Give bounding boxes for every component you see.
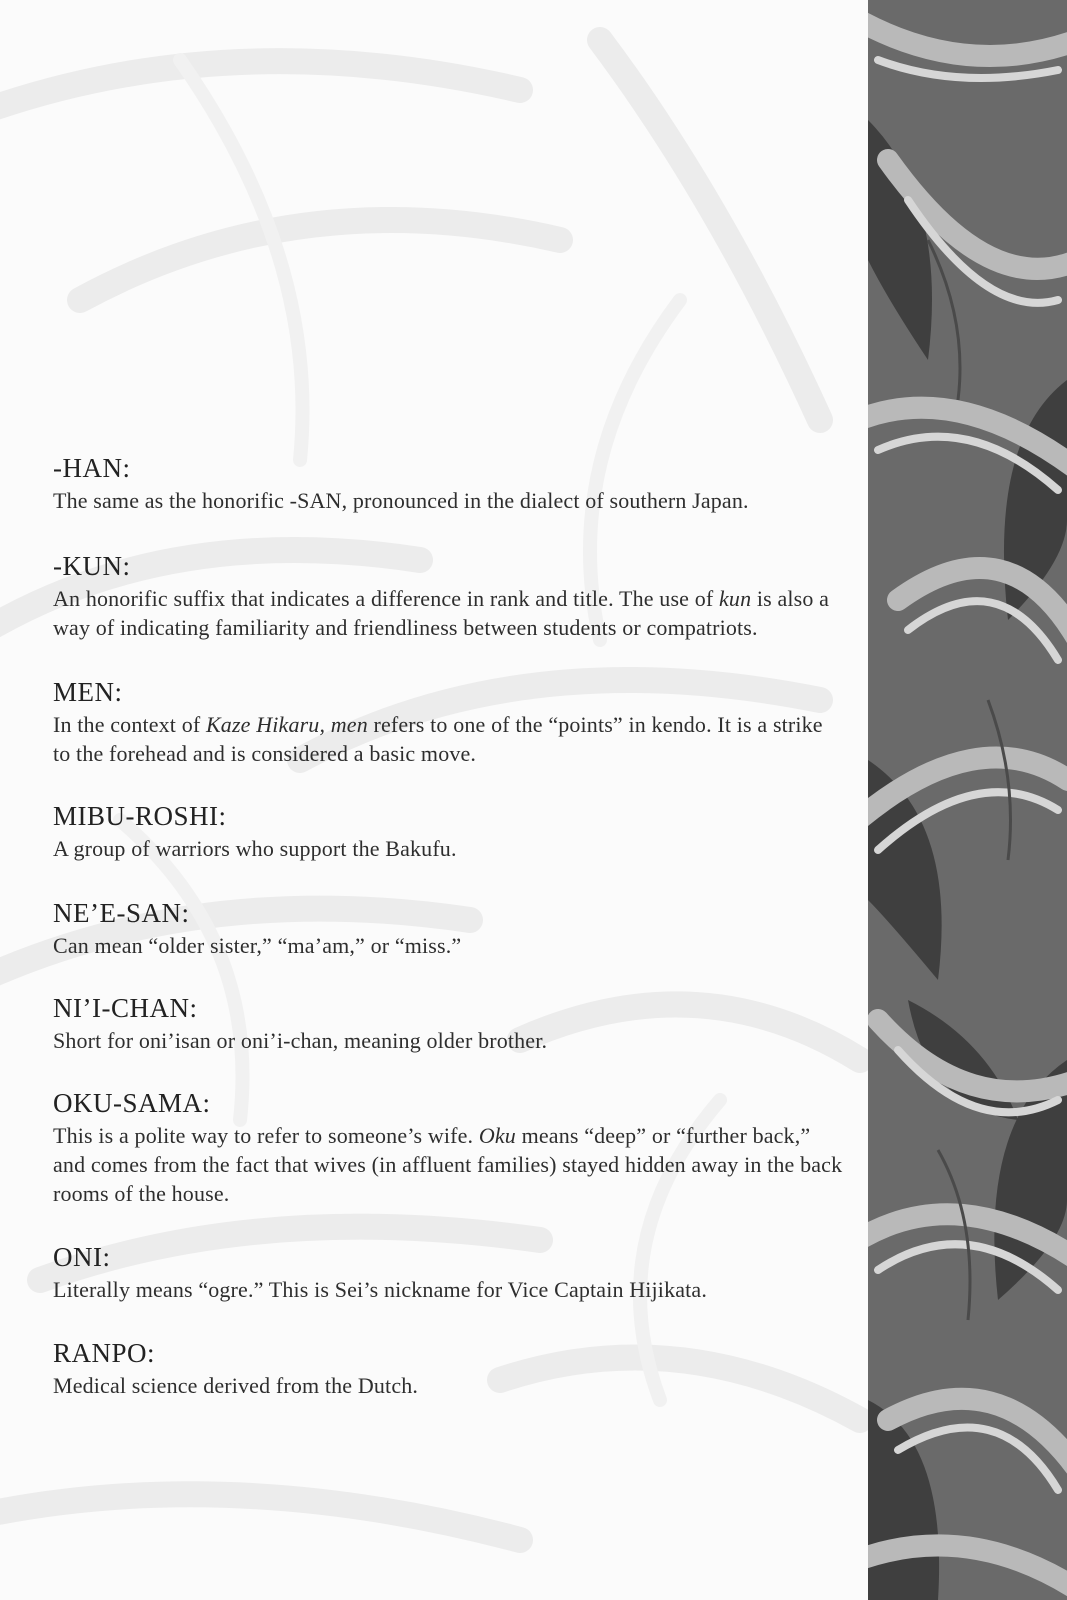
glossary-term: OKU-SAMA: — [53, 1088, 211, 1118]
leaf-pattern-strip — [868, 0, 1067, 1600]
definition-text: This is a polite way to refer to someone’s wife. — [53, 1123, 479, 1148]
glossary-term: ONI: — [53, 1242, 111, 1272]
glossary-term: NE’E-SAN: — [53, 898, 190, 928]
glossary-list — [53, 452, 843, 1400]
glossary-entry-mibu-roshi — [53, 800, 843, 863]
glossary-definition: The same as the honorific -SAN, pronounced in the dialect of southern Japan. — [53, 488, 749, 513]
definition-text: An honorific suffix that indicates a difference in rank and title. The use of — [53, 586, 719, 611]
glossary-entry-han — [53, 452, 843, 515]
glossary-term: -KUN: — [53, 551, 131, 581]
glossary-definition: Can mean “older sister,” “ma’am,” or “miss.” — [53, 933, 462, 958]
glossary-entry-nii-chan — [53, 992, 843, 1055]
definition-text: In the context of — [53, 712, 206, 737]
definition-text: is also a way of indicating familiarity and friendliness between students or compatriots. — [53, 586, 830, 640]
glossary-term: MEN: — [53, 677, 123, 707]
glossary-entry-men — [53, 676, 843, 768]
glossary-term: -HAN: — [53, 453, 131, 483]
glossary-definition: Medical science derived from the Dutch. — [53, 1373, 419, 1398]
definition-text: means “deep” or “further back,” and comes from the fact that wives (in affluent families) stayed hidden away in the back rooms of the house. — [53, 1123, 843, 1206]
glossary-term: RANPO: — [53, 1338, 156, 1368]
glossary-entry-nee-san — [53, 897, 843, 960]
glossary-entry-oku-sama — [53, 1087, 843, 1208]
glossary-definition: Literally means “ogre.” This is Sei’s nickname for Vice Captain Hijikata. — [53, 1277, 707, 1302]
glossary-entry-ranpo — [53, 1337, 843, 1400]
glossary-entry-kun — [53, 550, 843, 642]
glossary-term: NI’I-CHAN: — [53, 993, 198, 1023]
glossary-definition — [53, 710, 843, 768]
glossary-definition — [53, 1121, 843, 1208]
definition-text: refers to one of the “points” in kendo. It is a strike to the forehead and is considered a basic move. — [53, 712, 823, 766]
glossary-definition: Short for oni’isan or oni’i-chan, meaning older brother. — [53, 1028, 548, 1053]
glossary-definition: A group of warriors who support the Bakufu. — [53, 836, 457, 861]
glossary-definition — [53, 584, 843, 642]
definition-italic-text: kun — [719, 586, 752, 611]
definition-italic-text: Oku — [478, 1123, 516, 1148]
glossary-entry-oni — [53, 1241, 843, 1304]
decorative-side-strip — [868, 0, 1067, 1600]
glossary-term: MIBU-ROSHI: — [53, 801, 227, 831]
definition-italic-text: Kaze Hikaru, men — [205, 712, 368, 737]
